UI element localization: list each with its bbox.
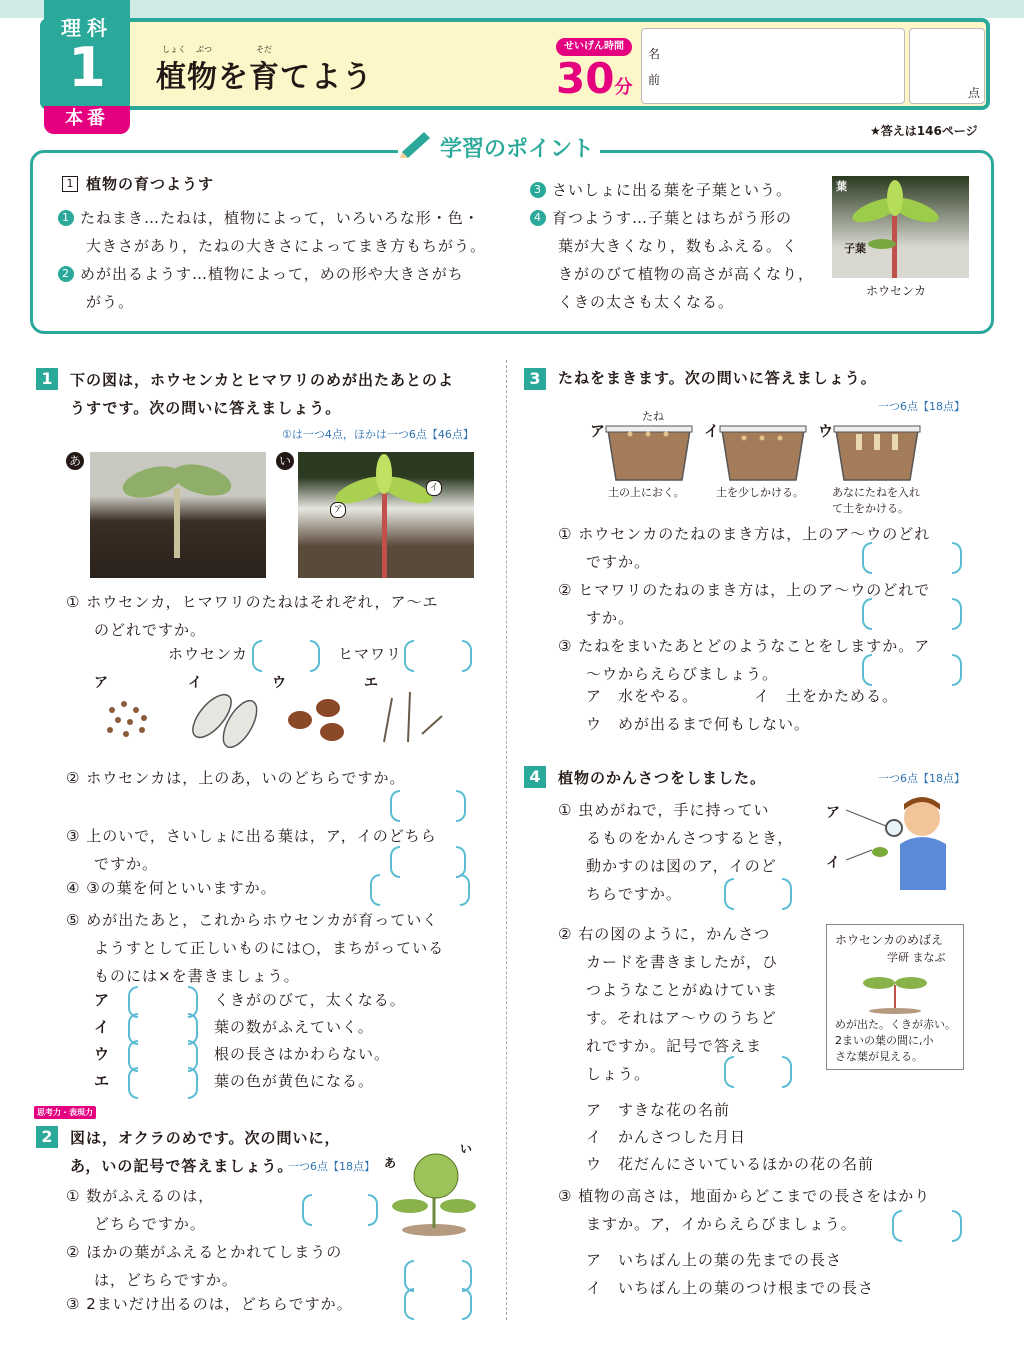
point-3: 3 さいしょに出る葉を子葉という。 <box>530 176 792 204</box>
q1-photo-a <box>90 452 266 578</box>
unit-number: 1 <box>68 36 106 99</box>
photo-caption: ホウセンカ <box>866 284 927 298</box>
q3-sub1-answer[interactable] <box>862 542 962 572</box>
q2-sub1: ① 数がふえるのは， どちらですか。 <box>66 1187 215 1233</box>
page-title: 植物を育てよう <box>156 60 373 95</box>
q3-number: 3 <box>524 368 546 390</box>
q4-sub1: ① 虫めがねで，手に持ってい るものをかんさつするとき， 動かすのは図のア，イのど ちらですか。 <box>558 801 794 903</box>
point-4: 4 育つようす…子葉とはちがう形の 葉が大きくなり，数もふえる。く きがのびて植物の高さが高くなり， くきの太さも太くなる。 <box>530 204 814 316</box>
q4-magnifier-figure: ア イ <box>822 796 952 892</box>
q3-sub3-opt-u: ウ めが出るまで何もしない。 <box>586 715 811 733</box>
q2-sub1-answer[interactable] <box>302 1194 378 1224</box>
q1-sub2-answer[interactable] <box>390 790 466 820</box>
q4-sub1-answer[interactable] <box>724 878 792 908</box>
q3-sub3: ③ たねをまいたあとどのようなことをしますか。ア ～ウからえらびましょう。 <box>558 637 931 683</box>
q3-sub3-opt-a: ア 水をやる。 <box>586 687 699 705</box>
column-divider <box>506 360 508 1320</box>
q1-points: ①は一つ4点，ほかは一つ6点【46点】 <box>282 428 474 441</box>
q4-stem: 植物のかんさつをしました。 <box>558 769 767 787</box>
q1-sub1-answer-2[interactable] <box>404 640 472 670</box>
points-section-mark: 1 <box>62 176 78 192</box>
q1-sub5-answer-u[interactable] <box>128 1040 198 1070</box>
q3-pots-figure: ア イ ウ たね 土の上におく。 土を少しかける。 あなにたねを入れ て土をかける。 <box>590 410 920 515</box>
q1-sub4-answer[interactable] <box>370 874 470 904</box>
q2-stem: 図は，オクラのめです。次の問いに， あ，いの記号で答えましょう。 <box>70 1129 341 1175</box>
q3-stem: たねをまきます。次の問いに答えましょう。 <box>558 369 877 387</box>
q1-sub1-blank-label-1: ホウセンカ <box>168 645 249 663</box>
q1-photo-b-label-i: イ <box>426 480 442 496</box>
observation-card <box>826 924 964 1070</box>
q4-sub3-answer[interactable] <box>892 1210 962 1240</box>
q1-photo-b <box>298 452 474 578</box>
time-limit-label: せいげん時間 <box>556 38 632 56</box>
q4-sub3-opt-a: ア いちばん上の葉の先までの長さ <box>586 1251 843 1269</box>
points-section-title: 植物の育つようす <box>86 175 215 193</box>
q2-sub2-answer[interactable] <box>404 1260 472 1290</box>
honban-badge: 本番 <box>44 106 130 134</box>
card-notes: めが出た。くきが赤い。 2まいの葉の間に,小 さな葉が見える。 <box>835 1018 956 1063</box>
q1-sub1: ① ホウセンカ，ヒマワリのたねはそれぞれ，ア～エ のどれですか。 <box>66 593 439 639</box>
q1-sub1-blank-label-2: ヒマワリ <box>338 645 403 663</box>
q4-sub2-opt-u: ウ 花だんにさいているほかの花の名前 <box>586 1155 875 1173</box>
q3-sub2: ② ヒマワリのたねのまき方は，上のア～ウのどれで すか。 <box>558 581 931 627</box>
answer-reference: ★答えは146ページ <box>870 124 978 138</box>
name-label-1: 名 <box>648 47 661 61</box>
q4-number: 4 <box>524 766 546 788</box>
q4-sub2-opt-a: ア すきな花の名前 <box>586 1101 731 1119</box>
points-heading: 学習のポイント <box>434 132 600 163</box>
q1-sub5: ⑤ めが出たあと，これからホウセンカが育っていく ようすとして正しいものには○，まちがっている ものには×を書きましょう。 <box>66 911 445 985</box>
q4-sub2: ② 右の図のように，かんさつ カードを書きましたが，ひ つようなことがぬけていま す。それはア～ウのうちど れですか。記号で答えま しょう。 <box>558 925 779 1083</box>
q1-photo-a-label: あ <box>66 452 84 470</box>
q1-sub2: ② ホウセンカは，上のあ，いのどちらですか。 <box>66 769 406 787</box>
top-band <box>0 0 1024 18</box>
q1-sub5-answer-e[interactable] <box>128 1067 198 1097</box>
q2-points: 一つ6点【18点】 <box>288 1160 375 1173</box>
q3-sub3-opt-i: イ 土をかためる。 <box>754 687 899 705</box>
q4-sub3: ③ 植物の高さは，地面からどこまでの長さをはかり ますか。ア，イからえらびましょう。 <box>558 1187 931 1233</box>
q2-sub2: ② ほかの葉がふえるとかれてしまうの は，どちらですか。 <box>66 1243 343 1289</box>
q3-points: 一つ6点【18点】 <box>878 400 965 413</box>
name-label-2: 前 <box>648 73 661 87</box>
q4-points: 一つ6点【18点】 <box>878 772 965 785</box>
subject-label: 理科 <box>61 16 113 40</box>
q1-photo-b-label-a: ア <box>330 502 346 518</box>
score-label: 点 <box>967 86 980 100</box>
name-field[interactable] <box>641 28 905 104</box>
q2-sub3: ③ 2まいだけ出るのは，どちらですか。 <box>66 1295 353 1313</box>
score-field[interactable] <box>909 28 985 104</box>
q1-seeds-figure: ア イ ウ エ <box>92 672 472 752</box>
q3-sub3-answer[interactable] <box>862 654 962 684</box>
pencil-icon <box>398 128 434 158</box>
q2-tag: 思考力・表現力 <box>34 1106 96 1119</box>
q1-number: 1 <box>36 368 58 390</box>
card-author: 学研 まなぶ <box>887 951 946 964</box>
point-1: 1 たねまき…たねは，植物によって，いろいろな形・色・ 大きさがあり，たねの大きさによってまき方もちがう。 <box>58 204 486 260</box>
q1-sub3-answer[interactable] <box>390 846 466 876</box>
q3-sub2-answer[interactable] <box>862 598 962 628</box>
time-limit-value: 30分 <box>556 54 633 103</box>
q1-sub4: ④ ③の葉を何といいますか。 <box>66 879 277 897</box>
q4-sub2-answer[interactable] <box>724 1056 792 1086</box>
q3-sub1: ① ホウセンカのたねのまき方は，上のア～ウのどれ ですか。 <box>558 525 931 571</box>
q1-photo-b-label: い <box>276 452 294 470</box>
card-title: ホウセンカのめばえ <box>835 933 944 947</box>
photo-label-cotyledon: 子葉 <box>844 242 866 255</box>
point-2: 2 めが出るようす…植物によって，めの形や大きさがち がう。 <box>58 260 464 316</box>
q1-sub3: ③ 上のいで，さいしょに出る葉は，ア，イのどちら ですか。 <box>66 827 437 873</box>
q1-sub5-answer-i[interactable] <box>128 1013 198 1043</box>
title-ruby: しょく ぶつ そだ <box>162 45 272 54</box>
q2-number: 2 <box>36 1126 58 1148</box>
q2-okra-figure: あ い <box>380 1140 490 1240</box>
seedling-photo <box>832 176 969 278</box>
q4-sub2-opt-i: イ かんさつした月日 <box>586 1128 747 1146</box>
q4-sub3-opt-i: イ いちばん上の葉のつけ根までの長さ <box>586 1279 875 1297</box>
photo-label-leaf: 葉 <box>836 180 847 193</box>
q1-sub1-answer-1[interactable] <box>252 640 320 670</box>
q1-sub5-answer-a[interactable] <box>128 986 198 1016</box>
q2-sub3-answer[interactable] <box>404 1288 472 1318</box>
q1-stem: 下の図は，ホウセンカとヒマワリのめが出たあとのよ うすです。次の問いに答えましょう。 <box>70 371 455 417</box>
